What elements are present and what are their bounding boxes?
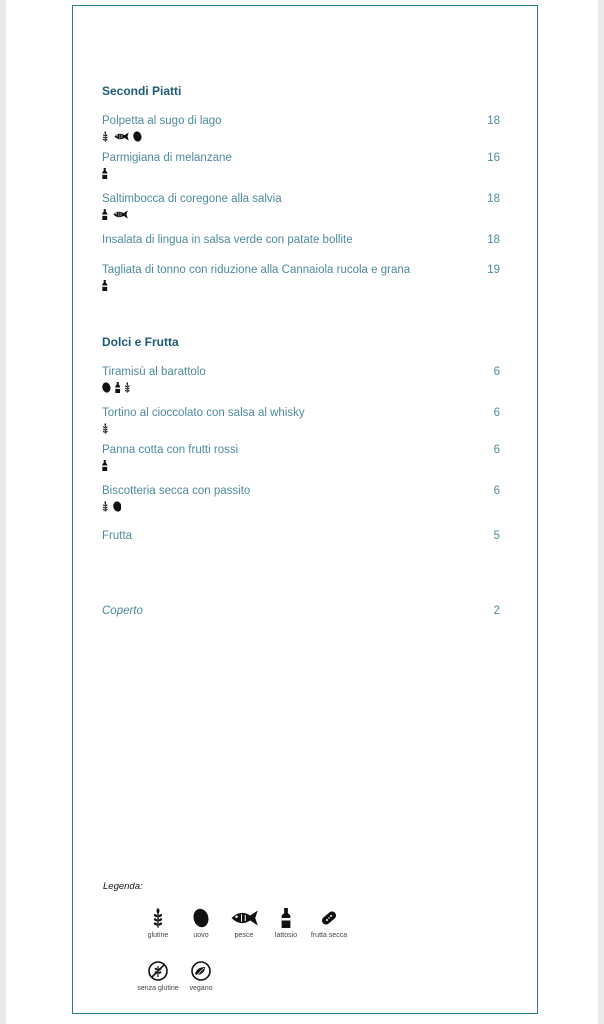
menu-item-price: 18 [487, 234, 500, 246]
menu-item [102, 234, 500, 268]
menu-item [102, 115, 500, 149]
menu-item [102, 485, 500, 519]
coperto-label: Coperto [102, 605, 143, 617]
legend-item [171, 960, 231, 992]
uovo-icon [102, 382, 111, 393]
menu-item-price: 18 [487, 115, 500, 127]
coperto-price: 2 [493, 605, 500, 617]
legend-item [299, 907, 359, 939]
legend-label: glutine [147, 932, 169, 939]
menu-item-name: Panna cotta con frutti rossi [102, 444, 239, 456]
glutine-icon [102, 131, 109, 142]
menu-item-name: Frutta [102, 530, 133, 542]
legend-label: senza glutine [137, 985, 179, 992]
allergen-icons [102, 422, 109, 434]
menu-item [102, 407, 500, 441]
menu-item [102, 152, 500, 186]
menu-item-name: Tagliata di tonno con riduzione alla Cannaiola rucola e grana [102, 264, 411, 276]
menu-item-price: 19 [487, 264, 500, 276]
menu-item-price: 6 [493, 366, 500, 378]
glutine-icon [124, 382, 131, 393]
menu-item-name: Parmigiana di melanzane [102, 152, 232, 164]
legend-label: vegano [189, 985, 213, 992]
section-title: Dolci e Frutta [102, 335, 179, 349]
menu-item-name: Insalata di lingua in salsa verde con patate bollite [102, 234, 353, 246]
coperto-row [102, 605, 500, 639]
lattosio-icon [102, 280, 108, 291]
pesce-icon [112, 209, 129, 220]
menu-item-price: 6 [493, 485, 500, 497]
menu-item-price: 5 [493, 530, 500, 542]
lattosio-icon [102, 168, 108, 179]
legend-label: pesce [234, 932, 254, 939]
allergen-icons [102, 130, 142, 142]
allergen-icons [102, 208, 128, 220]
menu-item [102, 530, 500, 564]
pesce-icon [113, 131, 130, 142]
glutine-icon [102, 423, 109, 434]
allergen-icons [102, 500, 121, 512]
frutta-secca-icon [299, 907, 359, 929]
menu-item-price: 16 [487, 152, 500, 164]
menu-item-name: Polpetta al sugo di lago [102, 115, 222, 127]
menu-item [102, 444, 500, 478]
menu-item [102, 366, 500, 400]
menu-item [102, 264, 500, 298]
menu-item-price: 6 [493, 407, 500, 419]
menu-item-name: Tortino al cioccolato con salsa al whisky [102, 407, 305, 419]
menu-item-price: 6 [493, 444, 500, 456]
menu-item [102, 193, 500, 227]
menu-item-name: Tiramisù al barattolo [102, 366, 206, 378]
uovo-icon [133, 131, 142, 142]
menu-item-name: Saltimbocca di coregone alla salvia [102, 193, 282, 205]
allergen-icons [102, 167, 108, 179]
menu-item-name: Biscotteria secca con passito [102, 485, 251, 497]
allergen-icons [102, 279, 108, 291]
vegano-icon [171, 960, 231, 982]
glutine-icon [102, 501, 109, 512]
legend-label: frutta secca [310, 932, 348, 939]
lattosio-icon [115, 382, 121, 393]
section-title: Secondi Piatti [102, 84, 182, 98]
lattosio-icon [102, 460, 108, 471]
lattosio-icon [102, 209, 108, 220]
uovo-icon [113, 501, 122, 512]
allergen-icons [102, 459, 108, 471]
menu-item-price: 18 [487, 193, 500, 205]
legend-label: uovo [193, 932, 209, 939]
legend-label: lattosio [274, 932, 298, 939]
legend-title: Legenda: [103, 881, 143, 892]
allergen-icons [102, 381, 131, 393]
